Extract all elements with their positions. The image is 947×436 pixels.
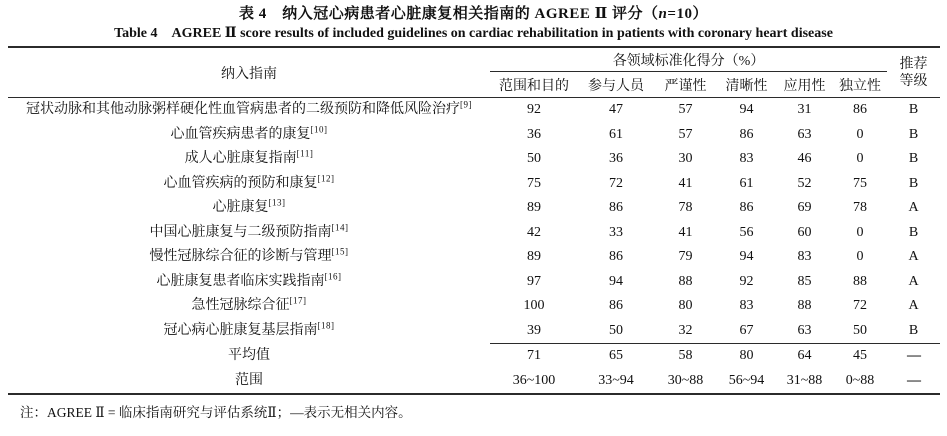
guideline-name <box>8 270 490 295</box>
reference-superscript: [18] <box>317 320 335 331</box>
guideline-name-text: 慢性冠脉综合征的诊断与管理 <box>149 249 332 264</box>
column-group-header-scores: 各领域标准化得分（%） <box>490 47 887 72</box>
score-cell: 47 <box>609 102 623 117</box>
score-cell: 97 <box>527 273 541 289</box>
reference-superscript: [13] <box>268 197 286 208</box>
score-cell: 85 <box>797 273 812 289</box>
reference-superscript: [9] <box>460 99 472 110</box>
grade-cell: A <box>908 200 919 215</box>
score-cell: 79 <box>678 249 693 264</box>
score-cell: 83 <box>797 249 812 264</box>
column-header-stakeholder: 参与人员 <box>578 72 654 98</box>
score-cell: 83 <box>739 151 754 166</box>
table-row <box>8 98 940 123</box>
score-cell: 46 <box>797 151 812 166</box>
reference-superscript: [16] <box>324 270 342 281</box>
score-cell: 86 <box>609 249 623 264</box>
score-cell: 57 <box>678 102 693 117</box>
grade-cell: A <box>908 298 919 313</box>
score-cell: 88 <box>678 273 693 289</box>
table-row <box>8 196 940 221</box>
grade-cell: B <box>908 175 919 191</box>
score-cell: 42 <box>527 224 541 240</box>
guideline-name-text: 急性冠脉综合征 <box>191 298 290 313</box>
score-cell: 86 <box>609 298 623 313</box>
guideline-name-text: 平均值 <box>228 347 270 363</box>
column-header-scope: 范围和目的 <box>490 72 578 98</box>
guideline-name-text: 心脏康复患者临床实践指南 <box>156 273 325 289</box>
score-cell: 86 <box>609 200 623 215</box>
column-header-grade <box>887 47 940 98</box>
table-row <box>8 221 940 246</box>
score-cell: 86 <box>739 200 754 215</box>
score-cell: 72 <box>853 298 868 313</box>
score-cell: 36 <box>527 126 541 142</box>
reference-superscript: [17] <box>289 295 307 306</box>
sample-size-variable: n <box>658 6 668 22</box>
guideline-name <box>8 147 490 172</box>
score-cell: 69 <box>797 200 812 215</box>
score-cell: 50 <box>609 322 623 338</box>
grade-cell: B <box>908 102 919 117</box>
guideline-name <box>8 172 490 197</box>
score-cell: 30 <box>678 151 693 166</box>
score-cell: 78 <box>853 200 868 215</box>
guideline-name-text: 范围 <box>235 372 263 388</box>
grade-cell: — <box>907 372 921 388</box>
grade-cell: A <box>908 273 919 289</box>
score-cell: 63 <box>797 322 812 338</box>
score-cell: 64 <box>776 344 833 369</box>
score-cell: 52 <box>797 175 812 191</box>
guideline-name-text: 冠状动脉和其他动脉粥样硬化性血管病患者的二级预防和降低风险治疗 <box>26 102 460 117</box>
score-cell: 33~94 <box>598 372 634 388</box>
table-row <box>8 369 940 395</box>
table-row <box>8 147 940 172</box>
table-header <box>8 47 940 98</box>
table-title-zh-suffix: =10） <box>667 6 708 22</box>
guideline-name-text: 心血管疾病的预防和康复 <box>163 175 318 191</box>
score-cell: 0 <box>856 249 864 264</box>
score-cell: 92 <box>739 273 754 289</box>
score-cell: 94 <box>609 273 623 289</box>
table-title-zh-text: 表 4 纳入冠心病患者心脏康复相关指南的 AGREE Ⅱ 评分（ <box>239 6 659 22</box>
guideline-name-text: 成人心脏康复指南 <box>184 151 297 166</box>
score-cell: 36~100 <box>512 372 556 388</box>
column-header-independence: 独立性 <box>833 72 887 98</box>
score-cell: 78 <box>678 200 693 215</box>
guideline-name <box>8 245 490 270</box>
score-cell: 89 <box>527 200 541 215</box>
column-header-rigour: 严谨性 <box>654 72 717 98</box>
guideline-name <box>8 221 490 246</box>
score-cell: 83 <box>739 298 754 313</box>
score-cell: 75 <box>527 175 541 191</box>
guideline-name <box>8 319 490 344</box>
guideline-name <box>8 196 490 221</box>
column-header-clarity: 清晰性 <box>717 72 776 98</box>
table-row <box>8 172 940 197</box>
grade-cell: B <box>908 322 919 338</box>
guideline-name <box>8 369 490 395</box>
table-row <box>8 294 940 319</box>
reference-superscript: [10] <box>310 123 328 134</box>
score-cell: 80 <box>717 344 776 369</box>
score-cell: 80 <box>678 298 693 313</box>
reference-superscript: [11] <box>296 148 314 159</box>
agree-score-table <box>8 46 940 395</box>
table-title-zh <box>0 0 947 24</box>
grade-cell: B <box>908 126 919 142</box>
score-cell: 33 <box>609 224 623 240</box>
score-cell: 60 <box>797 224 812 240</box>
reference-superscript: [12] <box>317 172 335 183</box>
score-cell: 31~88 <box>786 372 823 388</box>
grade-cell: A <box>908 249 919 264</box>
score-cell: 72 <box>609 175 623 191</box>
score-cell: 32 <box>678 322 693 338</box>
score-cell: 0~88 <box>845 372 875 388</box>
column-header-applicability: 应用性 <box>776 72 833 98</box>
score-cell: 94 <box>739 249 754 264</box>
score-cell: 86 <box>739 126 754 142</box>
score-cell: 100 <box>523 298 545 313</box>
score-cell: 61 <box>609 126 623 142</box>
score-cell: 86 <box>853 102 868 117</box>
table-row <box>8 123 940 148</box>
score-cell: 39 <box>527 322 541 338</box>
score-cell: 57 <box>678 126 693 142</box>
score-cell: 0 <box>856 151 864 166</box>
score-cell: 71 <box>490 344 578 369</box>
table-row <box>8 344 940 369</box>
score-cell: 0 <box>856 126 864 142</box>
score-cell: 88 <box>853 273 868 289</box>
header-row-group <box>8 47 940 72</box>
column-header-guidelines: 纳入指南 <box>8 47 490 98</box>
score-cell: 75 <box>853 175 868 191</box>
score-cell: 41 <box>678 224 693 240</box>
score-cell: 58 <box>654 344 717 369</box>
score-cell: 67 <box>739 322 754 338</box>
score-cell: 56~94 <box>728 372 765 388</box>
grade-cell: B <box>908 224 919 240</box>
score-cell: 41 <box>678 175 693 191</box>
score-cell: 65 <box>578 344 654 369</box>
score-cell: 94 <box>739 102 754 117</box>
score-cell: 88 <box>797 298 812 313</box>
score-cell: 50 <box>853 322 868 338</box>
guideline-name <box>8 344 490 369</box>
score-cell: 30~88 <box>667 372 704 388</box>
table-body <box>8 98 940 395</box>
guideline-name-text: 心血管疾病患者的康复 <box>170 126 311 142</box>
score-cell: 36 <box>609 151 623 166</box>
reference-superscript: [15] <box>331 246 349 257</box>
score-cell: 0 <box>856 224 864 240</box>
score-cell: 89 <box>527 249 541 264</box>
table-row <box>8 319 940 344</box>
guideline-name <box>8 123 490 148</box>
guideline-name-text: 心脏康复 <box>212 200 269 215</box>
grade-cell: — <box>887 344 940 369</box>
score-cell: 45 <box>833 344 887 369</box>
grade-cell: B <box>908 151 919 166</box>
reference-superscript: [14] <box>331 221 349 232</box>
grade-header-line1: 推荐 <box>899 56 928 72</box>
score-cell: 61 <box>739 175 754 191</box>
grade-header-line2: 等级 <box>899 73 928 89</box>
guideline-name-text: 中国心脏康复与二级预防指南 <box>149 224 332 240</box>
score-cell: 56 <box>739 224 754 240</box>
guideline-name-text: 冠心病心脏康复基层指南 <box>163 322 318 338</box>
table-title-en: Table 4 AGREE Ⅱ score results of included guidelines on cardiac rehabilitation in patients with coronary heart disease <box>114 26 833 41</box>
score-cell: 50 <box>527 151 541 166</box>
score-cell: 31 <box>797 102 812 117</box>
table-row <box>8 270 940 295</box>
score-cell: 92 <box>527 102 541 117</box>
guideline-name <box>8 98 490 123</box>
score-cell: 63 <box>797 126 812 142</box>
table-note: 注：AGREE Ⅱ = 临床指南研究与评估系统Ⅱ；—表示无相关内容。 <box>20 405 412 420</box>
table-row <box>8 245 940 270</box>
guideline-name <box>8 294 490 319</box>
